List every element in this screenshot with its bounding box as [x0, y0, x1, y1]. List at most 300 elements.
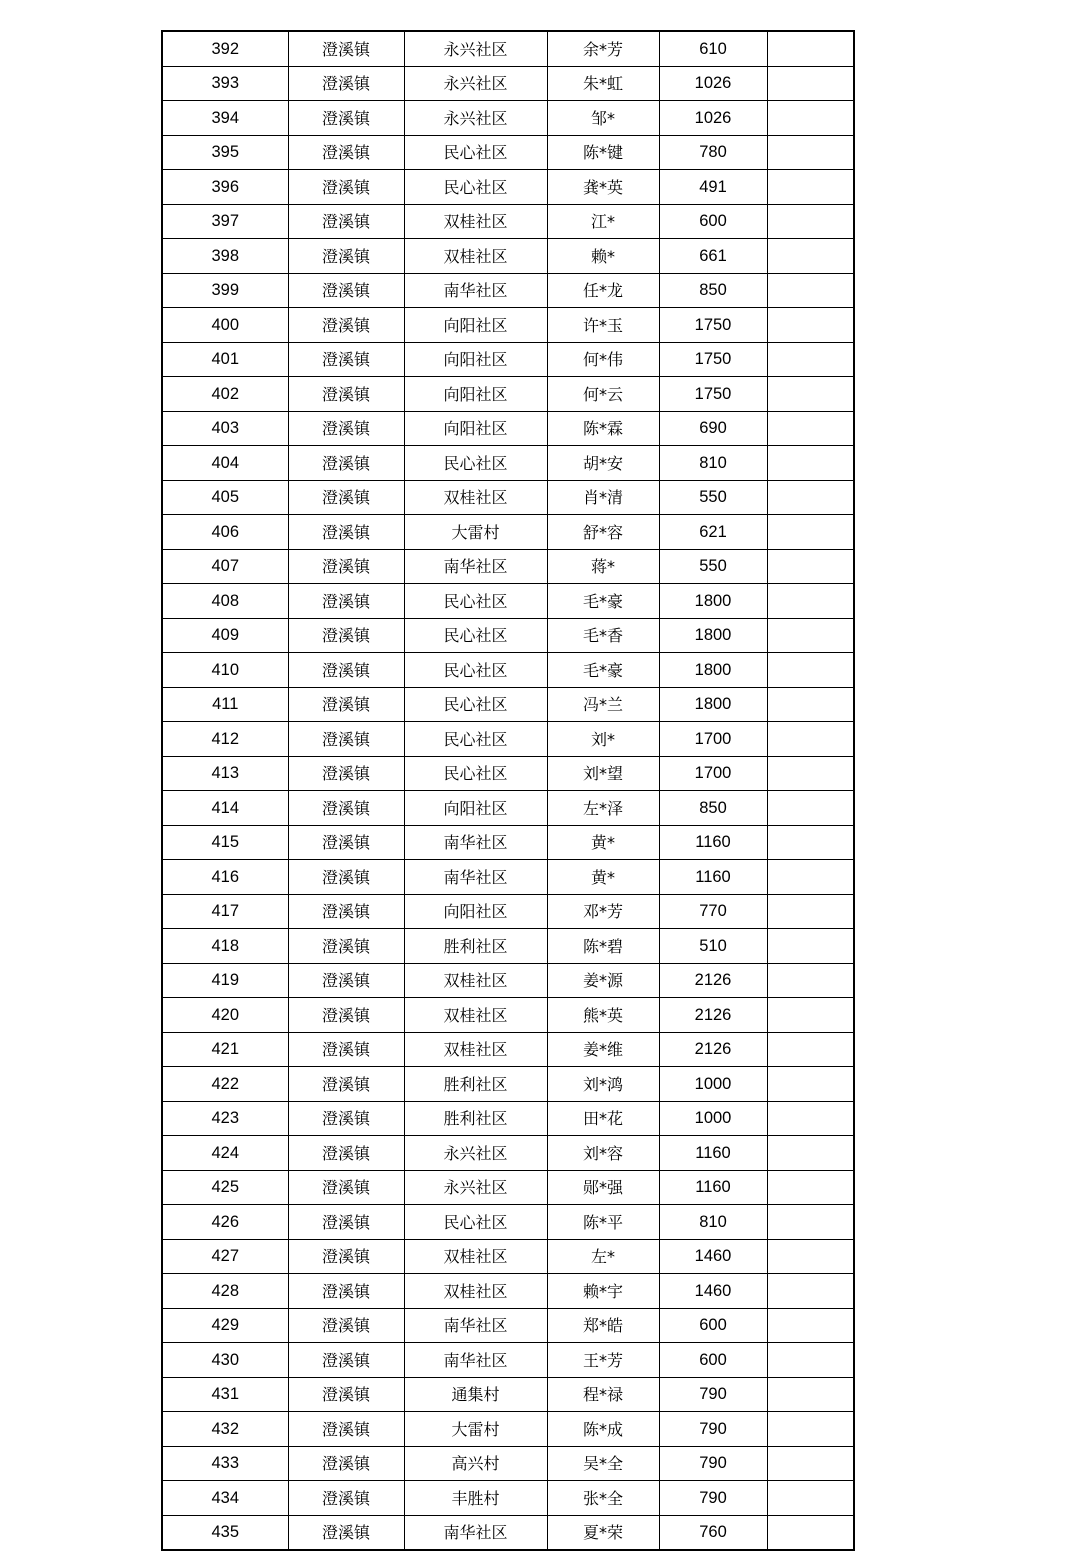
- table-row: [162, 1446, 854, 1481]
- cell-serial-number: 420: [162, 998, 288, 1033]
- cell-remark: [767, 1205, 854, 1240]
- table-row: [162, 31, 854, 66]
- cell-remark: [767, 1343, 854, 1378]
- table-row: [162, 135, 854, 170]
- cell-serial-number: 430: [162, 1343, 288, 1378]
- cell-amount: 1750: [659, 342, 767, 377]
- cell-amount: 770: [659, 894, 767, 929]
- cell-person-name: 余*芳: [547, 31, 659, 66]
- cell-town: 澄溪镇: [288, 480, 404, 515]
- cell-community: 向阳社区: [404, 411, 547, 446]
- cell-community: 南华社区: [404, 825, 547, 860]
- table-row: [162, 998, 854, 1033]
- cell-person-name: 左*泽: [547, 791, 659, 826]
- cell-amount: 600: [659, 1308, 767, 1343]
- cell-serial-number: 422: [162, 1067, 288, 1102]
- cell-community: 民心社区: [404, 135, 547, 170]
- cell-remark: [767, 66, 854, 101]
- table-row: [162, 101, 854, 136]
- table-body: [162, 31, 854, 1550]
- cell-community: 向阳社区: [404, 377, 547, 412]
- cell-amount: 760: [659, 1515, 767, 1550]
- cell-person-name: 陈*键: [547, 135, 659, 170]
- table-row: [162, 1205, 854, 1240]
- table-row: [162, 1274, 854, 1309]
- cell-town: 澄溪镇: [288, 756, 404, 791]
- cell-remark: [767, 170, 854, 205]
- table-row: [162, 1170, 854, 1205]
- cell-community: 大雷村: [404, 1412, 547, 1447]
- cell-town: 澄溪镇: [288, 31, 404, 66]
- cell-community: 永兴社区: [404, 1170, 547, 1205]
- cell-community: 双桂社区: [404, 998, 547, 1033]
- cell-community: 大雷村: [404, 515, 547, 550]
- cell-town: 澄溪镇: [288, 1412, 404, 1447]
- cell-serial-number: 417: [162, 894, 288, 929]
- cell-serial-number: 427: [162, 1239, 288, 1274]
- table-row: [162, 1067, 854, 1102]
- table-row: [162, 825, 854, 860]
- cell-serial-number: 411: [162, 687, 288, 722]
- cell-person-name: 陈*霖: [547, 411, 659, 446]
- cell-serial-number: 399: [162, 273, 288, 308]
- cell-serial-number: 406: [162, 515, 288, 550]
- table-row: [162, 722, 854, 757]
- cell-town: 澄溪镇: [288, 239, 404, 274]
- cell-remark: [767, 1274, 854, 1309]
- cell-remark: [767, 377, 854, 412]
- table-row: [162, 1481, 854, 1516]
- cell-amount: 2126: [659, 998, 767, 1033]
- cell-remark: [767, 273, 854, 308]
- cell-serial-number: 434: [162, 1481, 288, 1516]
- cell-community: 双桂社区: [404, 239, 547, 274]
- cell-remark: [767, 135, 854, 170]
- cell-remark: [767, 239, 854, 274]
- cell-person-name: 夏*荣: [547, 1515, 659, 1550]
- cell-town: 澄溪镇: [288, 204, 404, 239]
- cell-serial-number: 393: [162, 66, 288, 101]
- cell-town: 澄溪镇: [288, 66, 404, 101]
- cell-person-name: 朱*虹: [547, 66, 659, 101]
- cell-serial-number: 403: [162, 411, 288, 446]
- cell-community: 向阳社区: [404, 791, 547, 826]
- cell-community: 丰胜村: [404, 1481, 547, 1516]
- cell-amount: 1460: [659, 1239, 767, 1274]
- cell-person-name: 毛*香: [547, 618, 659, 653]
- table-row: [162, 515, 854, 550]
- table-row: [162, 411, 854, 446]
- cell-town: 澄溪镇: [288, 1515, 404, 1550]
- cell-person-name: 郧*强: [547, 1170, 659, 1205]
- cell-person-name: 胡*安: [547, 446, 659, 481]
- cell-remark: [767, 1067, 854, 1102]
- cell-amount: 2126: [659, 1032, 767, 1067]
- cell-town: 澄溪镇: [288, 1101, 404, 1136]
- table-row: [162, 66, 854, 101]
- table-row: [162, 1377, 854, 1412]
- cell-town: 澄溪镇: [288, 1274, 404, 1309]
- table-row: [162, 860, 854, 895]
- cell-remark: [767, 446, 854, 481]
- cell-remark: [767, 1136, 854, 1171]
- cell-community: 双桂社区: [404, 204, 547, 239]
- cell-amount: 491: [659, 170, 767, 205]
- cell-amount: 1160: [659, 825, 767, 860]
- cell-person-name: 田*花: [547, 1101, 659, 1136]
- cell-serial-number: 392: [162, 31, 288, 66]
- cell-remark: [767, 1308, 854, 1343]
- cell-remark: [767, 998, 854, 1033]
- table-row: [162, 446, 854, 481]
- cell-amount: 1000: [659, 1067, 767, 1102]
- cell-remark: [767, 480, 854, 515]
- cell-amount: 600: [659, 1343, 767, 1378]
- cell-serial-number: 426: [162, 1205, 288, 1240]
- table-row: [162, 1032, 854, 1067]
- cell-serial-number: 410: [162, 653, 288, 688]
- cell-amount: 790: [659, 1446, 767, 1481]
- cell-amount: 1160: [659, 1136, 767, 1171]
- cell-person-name: 黄*: [547, 860, 659, 895]
- cell-person-name: 郑*皓: [547, 1308, 659, 1343]
- cell-town: 澄溪镇: [288, 377, 404, 412]
- cell-community: 双桂社区: [404, 963, 547, 998]
- cell-amount: 1026: [659, 101, 767, 136]
- cell-amount: 690: [659, 411, 767, 446]
- cell-town: 澄溪镇: [288, 342, 404, 377]
- cell-person-name: 赖*: [547, 239, 659, 274]
- cell-community: 胜利社区: [404, 1067, 547, 1102]
- cell-serial-number: 397: [162, 204, 288, 239]
- cell-amount: 790: [659, 1412, 767, 1447]
- cell-amount: 1460: [659, 1274, 767, 1309]
- table-row: [162, 653, 854, 688]
- cell-person-name: 毛*豪: [547, 653, 659, 688]
- table-row: [162, 342, 854, 377]
- cell-remark: [767, 860, 854, 895]
- cell-remark: [767, 1377, 854, 1412]
- cell-community: 双桂社区: [404, 480, 547, 515]
- cell-remark: [767, 31, 854, 66]
- cell-community: 向阳社区: [404, 894, 547, 929]
- table-row: [162, 1239, 854, 1274]
- cell-person-name: 陈*成: [547, 1412, 659, 1447]
- cell-person-name: 王*芳: [547, 1343, 659, 1378]
- cell-person-name: 任*龙: [547, 273, 659, 308]
- cell-serial-number: 404: [162, 446, 288, 481]
- cell-town: 澄溪镇: [288, 135, 404, 170]
- cell-remark: [767, 791, 854, 826]
- cell-serial-number: 394: [162, 101, 288, 136]
- cell-amount: 550: [659, 549, 767, 584]
- cell-town: 澄溪镇: [288, 653, 404, 688]
- cell-serial-number: 421: [162, 1032, 288, 1067]
- cell-remark: [767, 101, 854, 136]
- cell-serial-number: 395: [162, 135, 288, 170]
- cell-amount: 1800: [659, 653, 767, 688]
- cell-person-name: 蒋*: [547, 549, 659, 584]
- cell-person-name: 何*云: [547, 377, 659, 412]
- cell-town: 澄溪镇: [288, 1446, 404, 1481]
- cell-town: 澄溪镇: [288, 1067, 404, 1102]
- cell-town: 澄溪镇: [288, 791, 404, 826]
- table-row: [162, 1308, 854, 1343]
- cell-amount: 550: [659, 480, 767, 515]
- cell-town: 澄溪镇: [288, 308, 404, 343]
- cell-person-name: 刘*望: [547, 756, 659, 791]
- cell-remark: [767, 204, 854, 239]
- table-row: [162, 584, 854, 619]
- cell-serial-number: 400: [162, 308, 288, 343]
- cell-amount: 610: [659, 31, 767, 66]
- cell-amount: 1160: [659, 1170, 767, 1205]
- table-row: [162, 963, 854, 998]
- cell-serial-number: 423: [162, 1101, 288, 1136]
- cell-person-name: 邓*芳: [547, 894, 659, 929]
- cell-amount: 1750: [659, 377, 767, 412]
- cell-remark: [767, 618, 854, 653]
- table-row: [162, 1343, 854, 1378]
- cell-person-name: 姜*源: [547, 963, 659, 998]
- cell-remark: [767, 929, 854, 964]
- cell-town: 澄溪镇: [288, 929, 404, 964]
- cell-community: 双桂社区: [404, 1032, 547, 1067]
- cell-community: 永兴社区: [404, 1136, 547, 1171]
- cell-community: 永兴社区: [404, 31, 547, 66]
- cell-community: 民心社区: [404, 756, 547, 791]
- cell-amount: 790: [659, 1481, 767, 1516]
- cell-community: 南华社区: [404, 860, 547, 895]
- cell-community: 南华社区: [404, 1308, 547, 1343]
- cell-town: 澄溪镇: [288, 963, 404, 998]
- cell-community: 通集村: [404, 1377, 547, 1412]
- cell-remark: [767, 549, 854, 584]
- cell-remark: [767, 308, 854, 343]
- cell-remark: [767, 1239, 854, 1274]
- cell-person-name: 冯*兰: [547, 687, 659, 722]
- cell-town: 澄溪镇: [288, 101, 404, 136]
- cell-person-name: 刘*容: [547, 1136, 659, 1171]
- cell-remark: [767, 963, 854, 998]
- cell-remark: [767, 722, 854, 757]
- table-row: [162, 377, 854, 412]
- cell-serial-number: 432: [162, 1412, 288, 1447]
- cell-person-name: 邹*: [547, 101, 659, 136]
- cell-amount: 1800: [659, 584, 767, 619]
- cell-town: 澄溪镇: [288, 1377, 404, 1412]
- cell-serial-number: 424: [162, 1136, 288, 1171]
- table-row: [162, 894, 854, 929]
- cell-community: 民心社区: [404, 1205, 547, 1240]
- cell-town: 澄溪镇: [288, 722, 404, 757]
- cell-community: 永兴社区: [404, 66, 547, 101]
- cell-serial-number: 401: [162, 342, 288, 377]
- cell-community: 南华社区: [404, 1343, 547, 1378]
- cell-serial-number: 405: [162, 480, 288, 515]
- table-row: [162, 549, 854, 584]
- cell-town: 澄溪镇: [288, 411, 404, 446]
- cell-town: 澄溪镇: [288, 860, 404, 895]
- table-row: [162, 1136, 854, 1171]
- cell-serial-number: 435: [162, 1515, 288, 1550]
- cell-serial-number: 433: [162, 1446, 288, 1481]
- cell-remark: [767, 894, 854, 929]
- cell-community: 双桂社区: [404, 1274, 547, 1309]
- cell-amount: 810: [659, 446, 767, 481]
- cell-amount: 810: [659, 1205, 767, 1240]
- cell-serial-number: 428: [162, 1274, 288, 1309]
- cell-serial-number: 407: [162, 549, 288, 584]
- table-row: [162, 756, 854, 791]
- cell-amount: 850: [659, 791, 767, 826]
- table-row: [162, 791, 854, 826]
- cell-community: 向阳社区: [404, 342, 547, 377]
- cell-serial-number: 416: [162, 860, 288, 895]
- cell-serial-number: 429: [162, 1308, 288, 1343]
- cell-person-name: 何*伟: [547, 342, 659, 377]
- cell-town: 澄溪镇: [288, 1343, 404, 1378]
- cell-remark: [767, 653, 854, 688]
- cell-town: 澄溪镇: [288, 825, 404, 860]
- cell-community: 民心社区: [404, 722, 547, 757]
- cell-town: 澄溪镇: [288, 998, 404, 1033]
- cell-town: 澄溪镇: [288, 446, 404, 481]
- cell-person-name: 龚*英: [547, 170, 659, 205]
- cell-remark: [767, 1101, 854, 1136]
- cell-serial-number: 418: [162, 929, 288, 964]
- cell-remark: [767, 1481, 854, 1516]
- table-row: [162, 480, 854, 515]
- cell-town: 澄溪镇: [288, 1205, 404, 1240]
- cell-community: 胜利社区: [404, 1101, 547, 1136]
- cell-remark: [767, 1412, 854, 1447]
- cell-person-name: 姜*维: [547, 1032, 659, 1067]
- cell-amount: 780: [659, 135, 767, 170]
- cell-serial-number: 431: [162, 1377, 288, 1412]
- cell-community: 双桂社区: [404, 1239, 547, 1274]
- cell-community: 高兴村: [404, 1446, 547, 1481]
- cell-person-name: 左*: [547, 1239, 659, 1274]
- cell-remark: [767, 411, 854, 446]
- cell-remark: [767, 1032, 854, 1067]
- cell-amount: 2126: [659, 963, 767, 998]
- cell-person-name: 程*禄: [547, 1377, 659, 1412]
- cell-person-name: 熊*英: [547, 998, 659, 1033]
- cell-person-name: 陈*碧: [547, 929, 659, 964]
- cell-community: 南华社区: [404, 549, 547, 584]
- cell-person-name: 刘*鸿: [547, 1067, 659, 1102]
- cell-serial-number: 414: [162, 791, 288, 826]
- table-row: [162, 1101, 854, 1136]
- cell-community: 民心社区: [404, 170, 547, 205]
- cell-person-name: 刘*: [547, 722, 659, 757]
- table-row: [162, 687, 854, 722]
- cell-amount: 850: [659, 273, 767, 308]
- cell-town: 澄溪镇: [288, 584, 404, 619]
- table-row: [162, 929, 854, 964]
- cell-town: 澄溪镇: [288, 1239, 404, 1274]
- table-row: [162, 308, 854, 343]
- cell-serial-number: 409: [162, 618, 288, 653]
- cell-remark: [767, 687, 854, 722]
- cell-town: 澄溪镇: [288, 170, 404, 205]
- cell-person-name: 赖*宇: [547, 1274, 659, 1309]
- cell-amount: 1026: [659, 66, 767, 101]
- cell-person-name: 陈*平: [547, 1205, 659, 1240]
- cell-remark: [767, 1446, 854, 1481]
- cell-serial-number: 415: [162, 825, 288, 860]
- cell-amount: 1800: [659, 687, 767, 722]
- cell-amount: 661: [659, 239, 767, 274]
- cell-town: 澄溪镇: [288, 1032, 404, 1067]
- cell-town: 澄溪镇: [288, 894, 404, 929]
- table-row: [162, 1515, 854, 1550]
- cell-amount: 1000: [659, 1101, 767, 1136]
- cell-person-name: 肖*清: [547, 480, 659, 515]
- cell-serial-number: 396: [162, 170, 288, 205]
- cell-amount: 1750: [659, 308, 767, 343]
- table-row: [162, 204, 854, 239]
- cell-serial-number: 398: [162, 239, 288, 274]
- table-row: [162, 618, 854, 653]
- cell-amount: 790: [659, 1377, 767, 1412]
- table-row: [162, 239, 854, 274]
- cell-person-name: 吴*全: [547, 1446, 659, 1481]
- cell-remark: [767, 342, 854, 377]
- cell-remark: [767, 1170, 854, 1205]
- cell-town: 澄溪镇: [288, 515, 404, 550]
- cell-community: 向阳社区: [404, 308, 547, 343]
- cell-remark: [767, 825, 854, 860]
- cell-town: 澄溪镇: [288, 1481, 404, 1516]
- cell-remark: [767, 515, 854, 550]
- beneficiary-table: [161, 30, 855, 1551]
- cell-serial-number: 412: [162, 722, 288, 757]
- cell-person-name: 舒*容: [547, 515, 659, 550]
- cell-person-name: 毛*豪: [547, 584, 659, 619]
- table-row: [162, 273, 854, 308]
- cell-community: 南华社区: [404, 1515, 547, 1550]
- cell-town: 澄溪镇: [288, 1308, 404, 1343]
- cell-town: 澄溪镇: [288, 549, 404, 584]
- cell-serial-number: 419: [162, 963, 288, 998]
- cell-person-name: 张*全: [547, 1481, 659, 1516]
- cell-community: 民心社区: [404, 653, 547, 688]
- cell-person-name: 黄*: [547, 825, 659, 860]
- cell-amount: 600: [659, 204, 767, 239]
- cell-amount: 1700: [659, 722, 767, 757]
- cell-person-name: 江*: [547, 204, 659, 239]
- cell-town: 澄溪镇: [288, 1136, 404, 1171]
- cell-community: 民心社区: [404, 618, 547, 653]
- cell-remark: [767, 584, 854, 619]
- cell-community: 南华社区: [404, 273, 547, 308]
- cell-community: 民心社区: [404, 584, 547, 619]
- cell-community: 永兴社区: [404, 101, 547, 136]
- cell-town: 澄溪镇: [288, 687, 404, 722]
- cell-remark: [767, 756, 854, 791]
- table-row: [162, 170, 854, 205]
- table-row: [162, 1412, 854, 1447]
- cell-serial-number: 413: [162, 756, 288, 791]
- cell-town: 澄溪镇: [288, 1170, 404, 1205]
- cell-serial-number: 425: [162, 1170, 288, 1205]
- cell-amount: 1160: [659, 860, 767, 895]
- cell-community: 胜利社区: [404, 929, 547, 964]
- cell-serial-number: 408: [162, 584, 288, 619]
- cell-amount: 1800: [659, 618, 767, 653]
